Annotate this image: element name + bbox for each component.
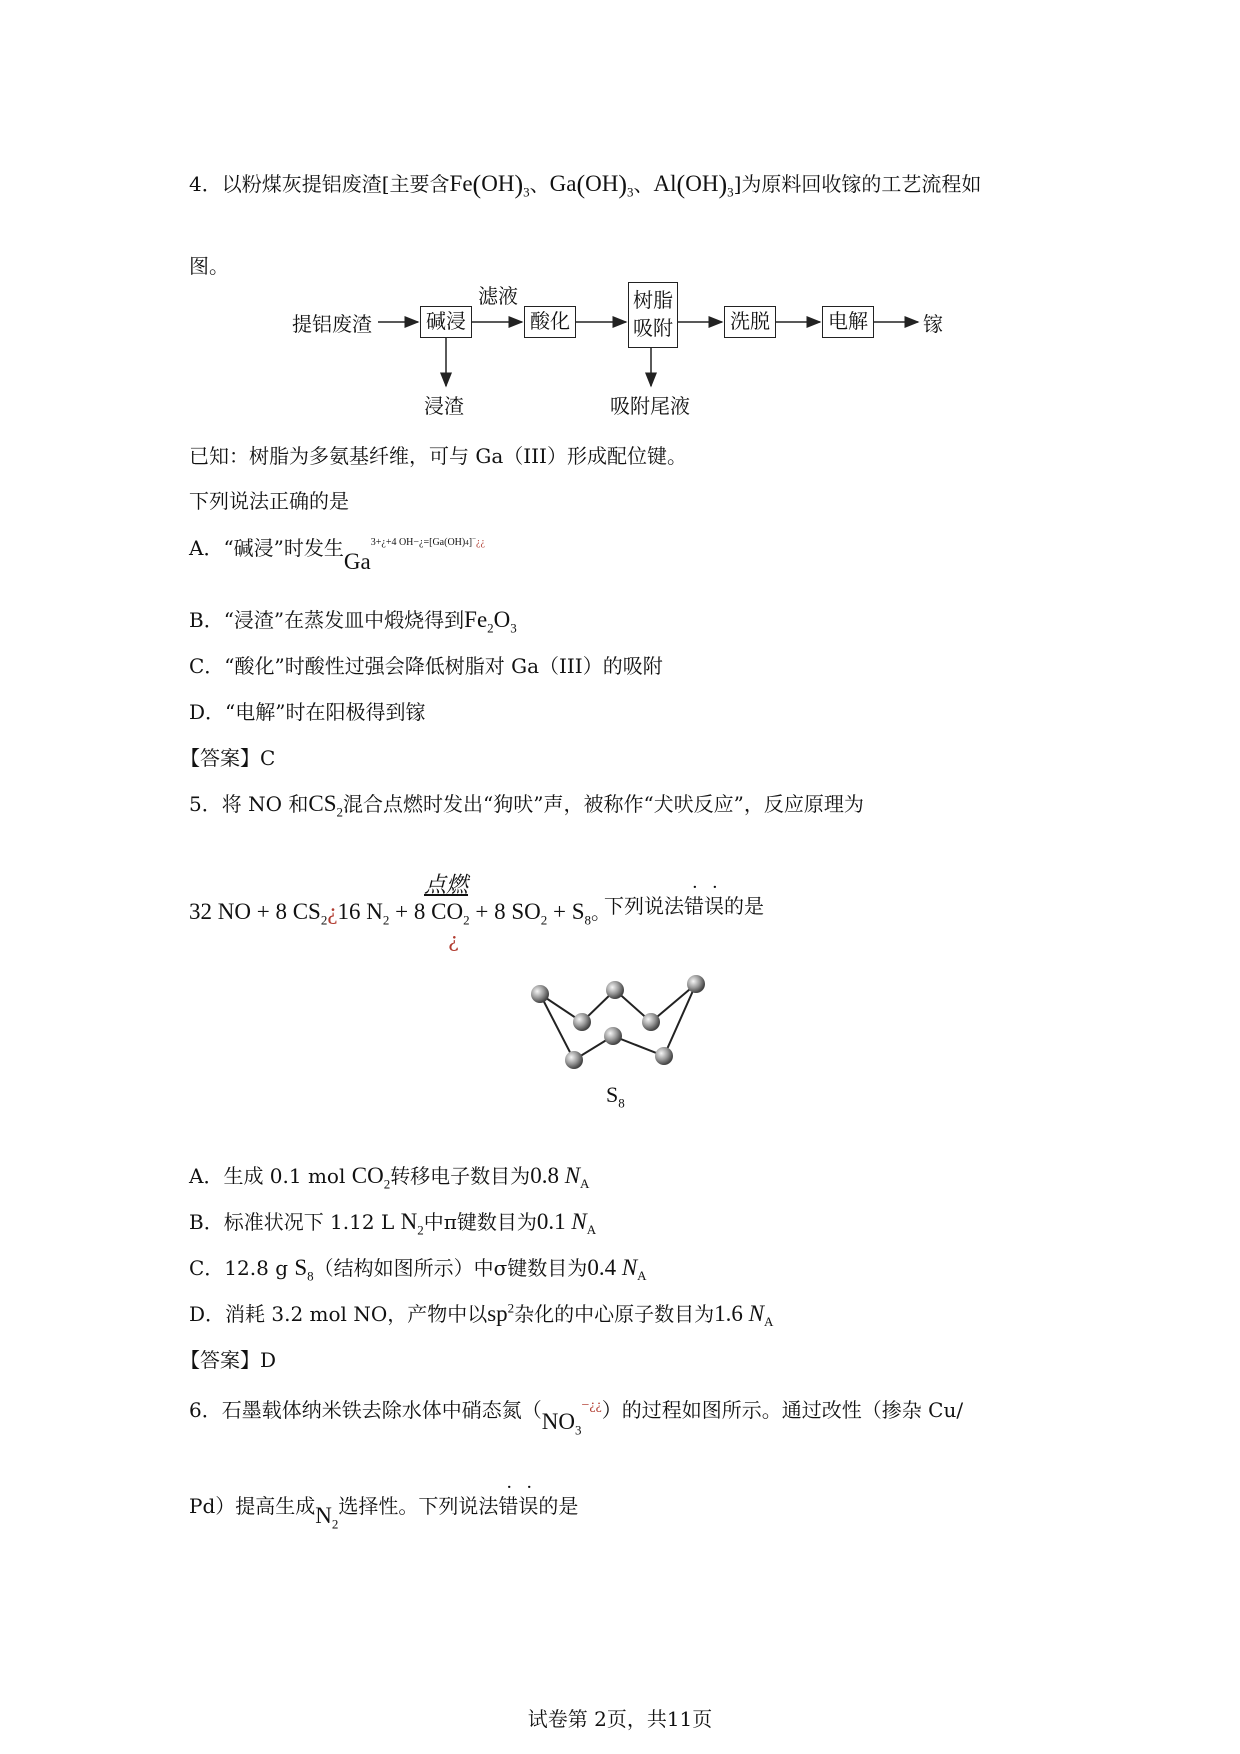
q4-ask: 下列说法正确的是 — [189, 489, 349, 513]
q6-formula-no3: $NO_3^{-¿¿}$ — [541, 1398, 602, 1438]
q4-stem-text: 以粉煤灰提铝废渣[主要含 — [221, 172, 450, 196]
q4-option-b-text: B．“浸渣”在蒸发皿中煅烧得到 — [189, 608, 465, 632]
separator: 、 — [529, 172, 550, 196]
q4-option-b — [189, 604, 517, 637]
flow-box-acidify: 酸化 — [524, 306, 576, 338]
emphasis-dots-wrong — [684, 894, 724, 918]
flow-box-elute: 洗脱 — [724, 306, 776, 338]
q5-number: 5． — [189, 792, 222, 816]
q4-option-d: D．“电解”时在阳极得到镓 — [189, 700, 426, 724]
flow-box-alkali-leach: 碱浸 — [420, 306, 472, 338]
q4-answer: 【答案】C — [180, 746, 276, 770]
flow-waste-leach-residue: 浸渣 — [424, 394, 464, 418]
flow-waste-adsorption-tail: 吸附尾液 — [610, 394, 690, 418]
q5-ask: 下列说法错误的是 — [604, 894, 764, 918]
process-flow-diagram — [290, 284, 970, 420]
q6-number: 6． — [189, 1398, 222, 1422]
q6-stem-line2: Pd）提高生成$N_2$选择性。下列说法错误的是 — [189, 1494, 579, 1532]
s8-structure-figure — [520, 970, 720, 1110]
flow-start-label: 提铝废渣 — [292, 312, 372, 336]
q5-formula-cs2: $CS_2$ — [308, 791, 343, 820]
q4-known: 已知：树脂为多氨基纤维，可与 Ga（III）形成配位键。 — [189, 444, 687, 468]
flow-box-resin-adsorb — [628, 282, 678, 348]
q4-option-c: C．“酸化”时酸性过强会降低树脂对 Ga（III）的吸附 — [189, 654, 663, 678]
emphasis-dot-char: 错 — [684, 894, 704, 918]
sulfur-atom — [606, 981, 624, 999]
flow-end-label: 镓 — [923, 312, 943, 336]
page-footer: 试卷第 2页，共11页 — [527, 1707, 713, 1731]
q4-stem-line1 — [189, 168, 981, 201]
flow-box-resin-line2: 吸附 — [633, 316, 673, 340]
q4-option-a — [189, 532, 485, 574]
q4-stem-line2: 图。 — [189, 254, 229, 278]
q5-option-d: D．消耗 3.2 mol NO，产物中以$sp^2$杂化的中心原子数目为1.6 $N_A$ — [189, 1300, 774, 1329]
q5-inverted-mark-below: ¿ — [448, 928, 459, 952]
sulfur-atom — [604, 1027, 622, 1045]
q4-formula-al: $Al(OH)_3$ — [653, 170, 734, 200]
q4-option-a-formula: $Ga^{3+¿+4 OH-¿=[Ga(OH)4]^-¿¿}$ — [343, 535, 485, 574]
s8-crown-svg — [520, 970, 720, 1080]
q5-stem-text: 将 NO 和 — [221, 792, 309, 816]
emphasis-dot-char: 错 — [498, 1494, 519, 1518]
separator: 、 — [633, 172, 654, 196]
flow-box-resin-line1: 树脂 — [633, 288, 673, 312]
q4-option-b-formula: $Fe_2O_3$ — [464, 607, 517, 636]
q5-option-b: B．标准状况下 1.12 L $N_2$中π键数目为0.1 $N_A$ — [189, 1209, 597, 1238]
flow-filtrate-label: 滤液 — [478, 284, 518, 308]
emphasis-dots-wrong — [498, 1494, 538, 1518]
q5-reaction-equation: 32 NO + 8 $CS_2¿16$ $N_2 + 8$ $CO_2 + 8$ $SO_2 + S_8$。 — [189, 899, 611, 928]
q5-stem-text-b: 混合点燃时发出“狗吠”声，被称作“犬吠反应”，反应原理为 — [343, 792, 864, 816]
q4-formula-ga: $Ga(OH)_3$ — [549, 170, 634, 200]
q5-stem-line1 — [189, 788, 864, 821]
inverted-question-mark: ¿ — [327, 899, 338, 924]
s8-label: $S_8$ — [606, 1082, 625, 1111]
sulfur-atom — [573, 1013, 591, 1031]
sulfur-atom — [642, 1013, 660, 1031]
q6-stem-line1: 6．石墨载体纳米铁去除水体中硝态氮$(NO_3^{-¿¿})$的过程如图所示。通过改性（掺杂 Cu/ — [189, 1398, 964, 1438]
emphasis-dot-char: 误 — [704, 894, 724, 918]
q4-option-a-label: A．“碱浸”时发生 — [189, 536, 344, 560]
sulfur-atom — [687, 975, 705, 993]
q5-reaction-condition: 点燃 — [424, 873, 469, 898]
q4-stem-text-b: ]为原料回收镓的工艺流程如 — [733, 172, 982, 196]
flow-box-electrolysis: 电解 — [822, 306, 874, 338]
sulfur-atom — [655, 1047, 673, 1065]
q5-option-a: A．生成 0.1 mol $CO_2$转移电子数目为0.8 $N_A$ — [189, 1163, 590, 1192]
sulfur-atom — [531, 985, 549, 1003]
emphasis-dot-char: 误 — [518, 1494, 539, 1518]
q5-answer: 【答案】D — [180, 1348, 277, 1372]
q4-number: 4． — [189, 172, 222, 196]
q4-formula-fe: $Fe(OH)_3$ — [449, 170, 530, 200]
sulfur-atom — [565, 1051, 583, 1069]
q5-option-c: C．12.8 g $S_8$（结构如图所示）中σ键数目为0.4 $N_A$ — [189, 1255, 647, 1284]
